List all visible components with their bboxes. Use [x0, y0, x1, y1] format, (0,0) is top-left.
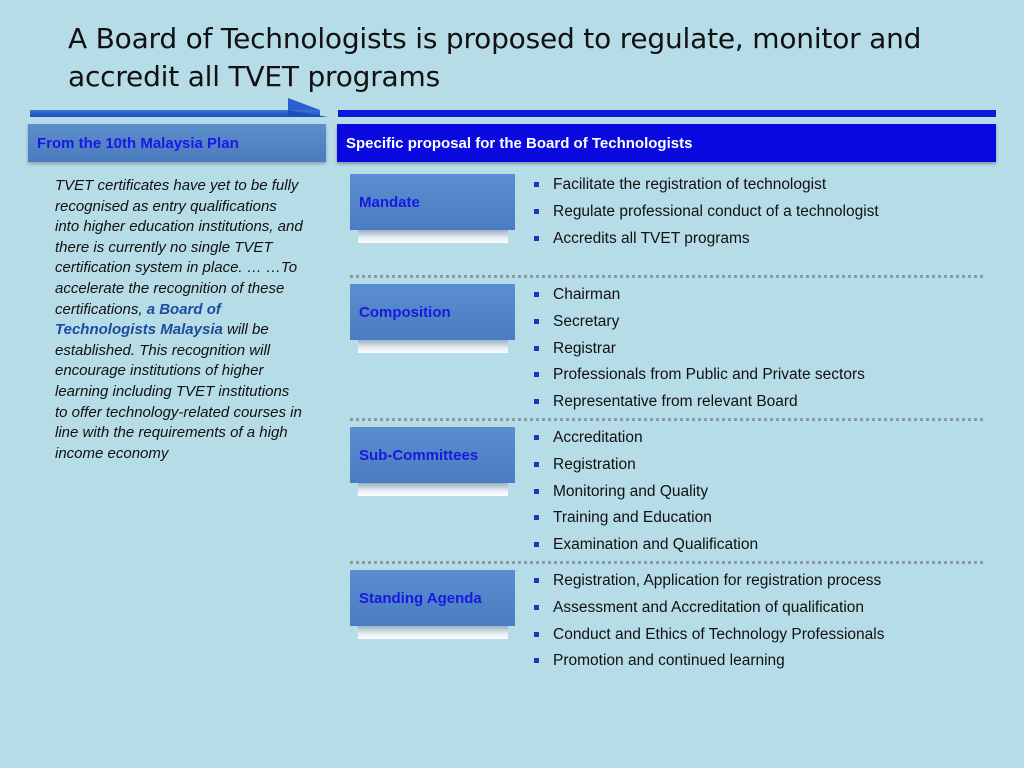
- list-item: Representative from relevant Board: [532, 391, 865, 418]
- plan-excerpt-text-2: will be established. This recognition will encourage institutions of higher learning including TVET institutions to offer technology-related courses in line with the requirements of a high income economy: [55, 321, 302, 462]
- bullet-list: [532, 427, 758, 561]
- slide-title: A Board of Technologists is proposed to regulate, monitor and accredit all TVET programs: [68, 22, 922, 93]
- list-item: Monitoring and Quality: [532, 481, 758, 508]
- list-item: Conduct and Ethics of Technology Professionals: [532, 624, 884, 651]
- section-label: [350, 570, 515, 626]
- right-accent-bar: [338, 110, 996, 117]
- section-label-reflection: [358, 626, 508, 639]
- list-item: Professionals from Public and Private sectors: [532, 364, 865, 391]
- list-item: Promotion and continued learning: [532, 650, 884, 677]
- left-accent-bar: [30, 110, 320, 117]
- section-label-reflection: [358, 483, 508, 496]
- section-label-reflection: [358, 230, 508, 243]
- list-item: Registration: [532, 454, 758, 481]
- list-item: Secretary: [532, 311, 865, 338]
- list-item: Assessment and Accreditation of qualification: [532, 597, 884, 624]
- list-item: Facilitate the registration of technologist: [532, 174, 879, 201]
- left-column-header-text: From the 10th Malaysia Plan: [37, 134, 239, 152]
- list-item: Registration, Application for registration process: [532, 570, 884, 597]
- section-label: [350, 284, 515, 340]
- right-column-header: [337, 124, 996, 162]
- right-column-header-text: Specific proposal for the Board of Technologists: [346, 134, 693, 152]
- list-item: Accreditation: [532, 427, 758, 454]
- section-label-text: Sub-Committees: [359, 446, 479, 464]
- list-item: Registrar: [532, 338, 865, 365]
- bullet-list: [532, 174, 879, 254]
- list-item: Examination and Qualification: [532, 534, 758, 561]
- bullet-list: [532, 284, 865, 418]
- section-label-reflection: [358, 340, 508, 353]
- plan-excerpt-highlight: a Board of Technologists Malaysia: [55, 300, 223, 339]
- section-label-text: Standing Agenda: [359, 589, 482, 607]
- section-label: [350, 174, 515, 230]
- section-label-text: Mandate: [359, 193, 420, 211]
- list-item: Accredits all TVET programs: [532, 228, 879, 255]
- bullet-list: [532, 570, 884, 677]
- list-item: Chairman: [532, 284, 865, 311]
- section-divider: [350, 418, 983, 421]
- section-label: [350, 427, 515, 483]
- list-item: Regulate professional conduct of a technologist: [532, 201, 879, 228]
- plan-excerpt: [55, 176, 305, 464]
- list-item: Training and Education: [532, 507, 758, 534]
- section-label-text: Composition: [359, 303, 451, 321]
- plan-excerpt-text-1: TVET certificates have yet to be fully recognised as entry qualifications into higher education institutions, and there is currently no single TVET certification system in place. … …To accelerate the recognition of these certifications,: [55, 177, 303, 318]
- section-divider: [350, 561, 983, 564]
- section-divider: [350, 275, 983, 278]
- left-column-header: [28, 124, 326, 162]
- arrow-tip-icon: [288, 98, 328, 118]
